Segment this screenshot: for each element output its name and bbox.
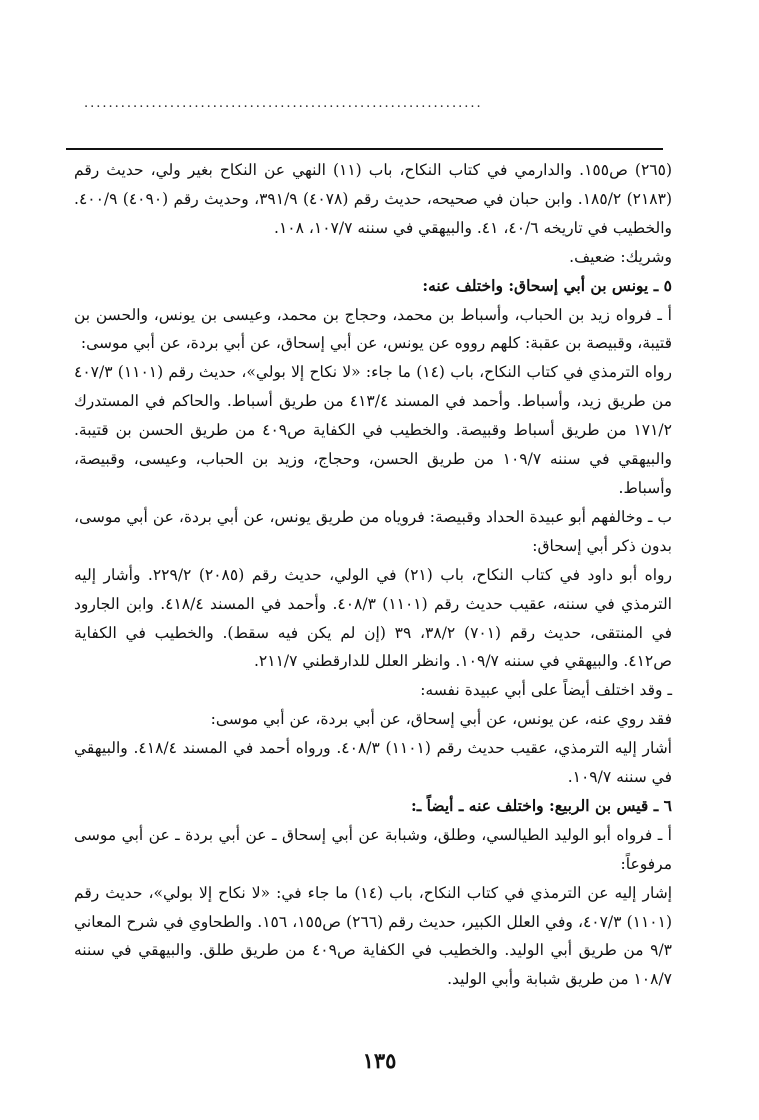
page-number: ١٣٥ xyxy=(362,1048,397,1073)
header-dotted-separator: ................................................................. xyxy=(84,96,483,111)
paragraph: إشار إليه عن الترمذي في كتاب النكاح، باب (١٤) ما جاء في: «لا نكاح إلا بولي»، حديث رقم (١١٠١) ٤٠٧/٣، وفي العلل الكبير، حديث رقم (٢٦٦) ص١٥٥، ١٥٦. والطحاوي في شرح المعاني ٩/٣ من طريق أبي الوليد. والخطيب في الكفاية ص٤٠٩ من طريق طلق. والبيهقي في سننه ١٠٨/٧ من طريق شبابة وأبي الوليد. xyxy=(74,883,673,989)
page-text xyxy=(74,156,672,994)
paragraph: (٢٦٥) ص١٥٥. والدارمي في كتاب النكاح، باب (١١) النهي عن النكاح بغير ولي، حديث رقم (٢١٨٣) ١٨٥/٢. وابن حبان في صحيحه، حديث رقم (٤٠٧٨) ٣٩١/٩، وحديث رقم (٤٠٩٠) ٤٠٠/٩. والخطيب في تاريخه ٤٠/٦، ٤١. والبيهقي في سننه ١٠٧/٧، ١٠٨. xyxy=(74,161,673,237)
paragraph: أشار إليه الترمذي، عقيب حديث رقم (١١٠١) ٤٠٨/٣. ورواه أحمد في المسند ٤١٨/٤. والبيهقي في سننه ١٠٩/٧. xyxy=(74,739,672,787)
paragraph: ب ـ وخالفهم أبو عبيدة الحداد وقبيصة: فروياه من طريق يونس، عن أبي بردة، عن أبي موسى، بدون ذكر أبي إسحاق: xyxy=(74,507,672,555)
paragraph: ـ وقد اختلف أيضاً على أبي عبيدة نفسه: xyxy=(420,681,672,700)
paragraph: أ ـ فرواه أبو الوليد الطيالسي، وطلق، وشبابة عن أبي إسحاق ـ عن أبي بردة ـ عن أبي موسى مرفوعاً: xyxy=(74,825,672,873)
paragraph: فقد روي عنه، عن يونس، عن أبي إسحاق، عن أبي بردة، عن أبي موسى: xyxy=(210,710,672,729)
paragraph: رواه أبو داود في كتاب النكاح، باب (٢١) في الولي، حديث رقم (٢٠٨٥) ٢٢٩/٢. وأشار إليه الترمذي في سننه، عقيب حديث رقم (١١٠١) ٤٠٨/٣. وأحمد في المسند ٤١٨/٤. وابن الجارود في المنتقى، حديث رقم (٧٠١) ٣٨/٢، ٣٩ (إن لم يكن فيه سقط). والخطيب في الكفاية ص٤١٢. والبيهقي في سننه ١٠٩/٧. وانظر العلل للدارقطني ٢١١/٧. xyxy=(74,565,673,671)
section-heading: ٦ ـ قيس بن الربيع: واختلف عنه ـ أيضاً ـ: xyxy=(411,795,672,815)
footnote-rule xyxy=(66,148,663,150)
section-heading: ٥ ـ يونس بن أبي إسحاق: واختلف عنه: xyxy=(422,275,672,295)
paragraph: رواه الترمذي في كتاب النكاح، باب (١٤) ما جاء: «لا نكاح إلا بولي»، حديث رقم (١١٠١) ٤٠٧/٣ من طريق زيد، وأسباط. وأحمد في المسند ٤١٣/٤ من طريق أسباط. والحاكم في المستدرك ١٧١/٢ من طريق أسباط وقبيصة. والخطيب في الكفاية ص٤٠٩ من طريق الحسن بن قتيبة. والبيهقي في سننه ١٠٩/٧ من طريق الحسن، وحجاج، وزيد بن الحباب، وعيسى، وقبيصة، وأسباط. xyxy=(74,363,672,497)
paragraph: أ ـ فرواه زيد بن الحباب، وأسباط بن محمد، وحجاج بن محمد، وعيسى بن يونس، والحسن بن قتيبة، وقبيصة بن عقبة: كلهم رووه عن يونس، عن أبي إسحاق، عن أبي بردة، عن أبي موسى: xyxy=(74,305,672,353)
paragraph: وشريك: ضعيف. xyxy=(569,247,672,266)
